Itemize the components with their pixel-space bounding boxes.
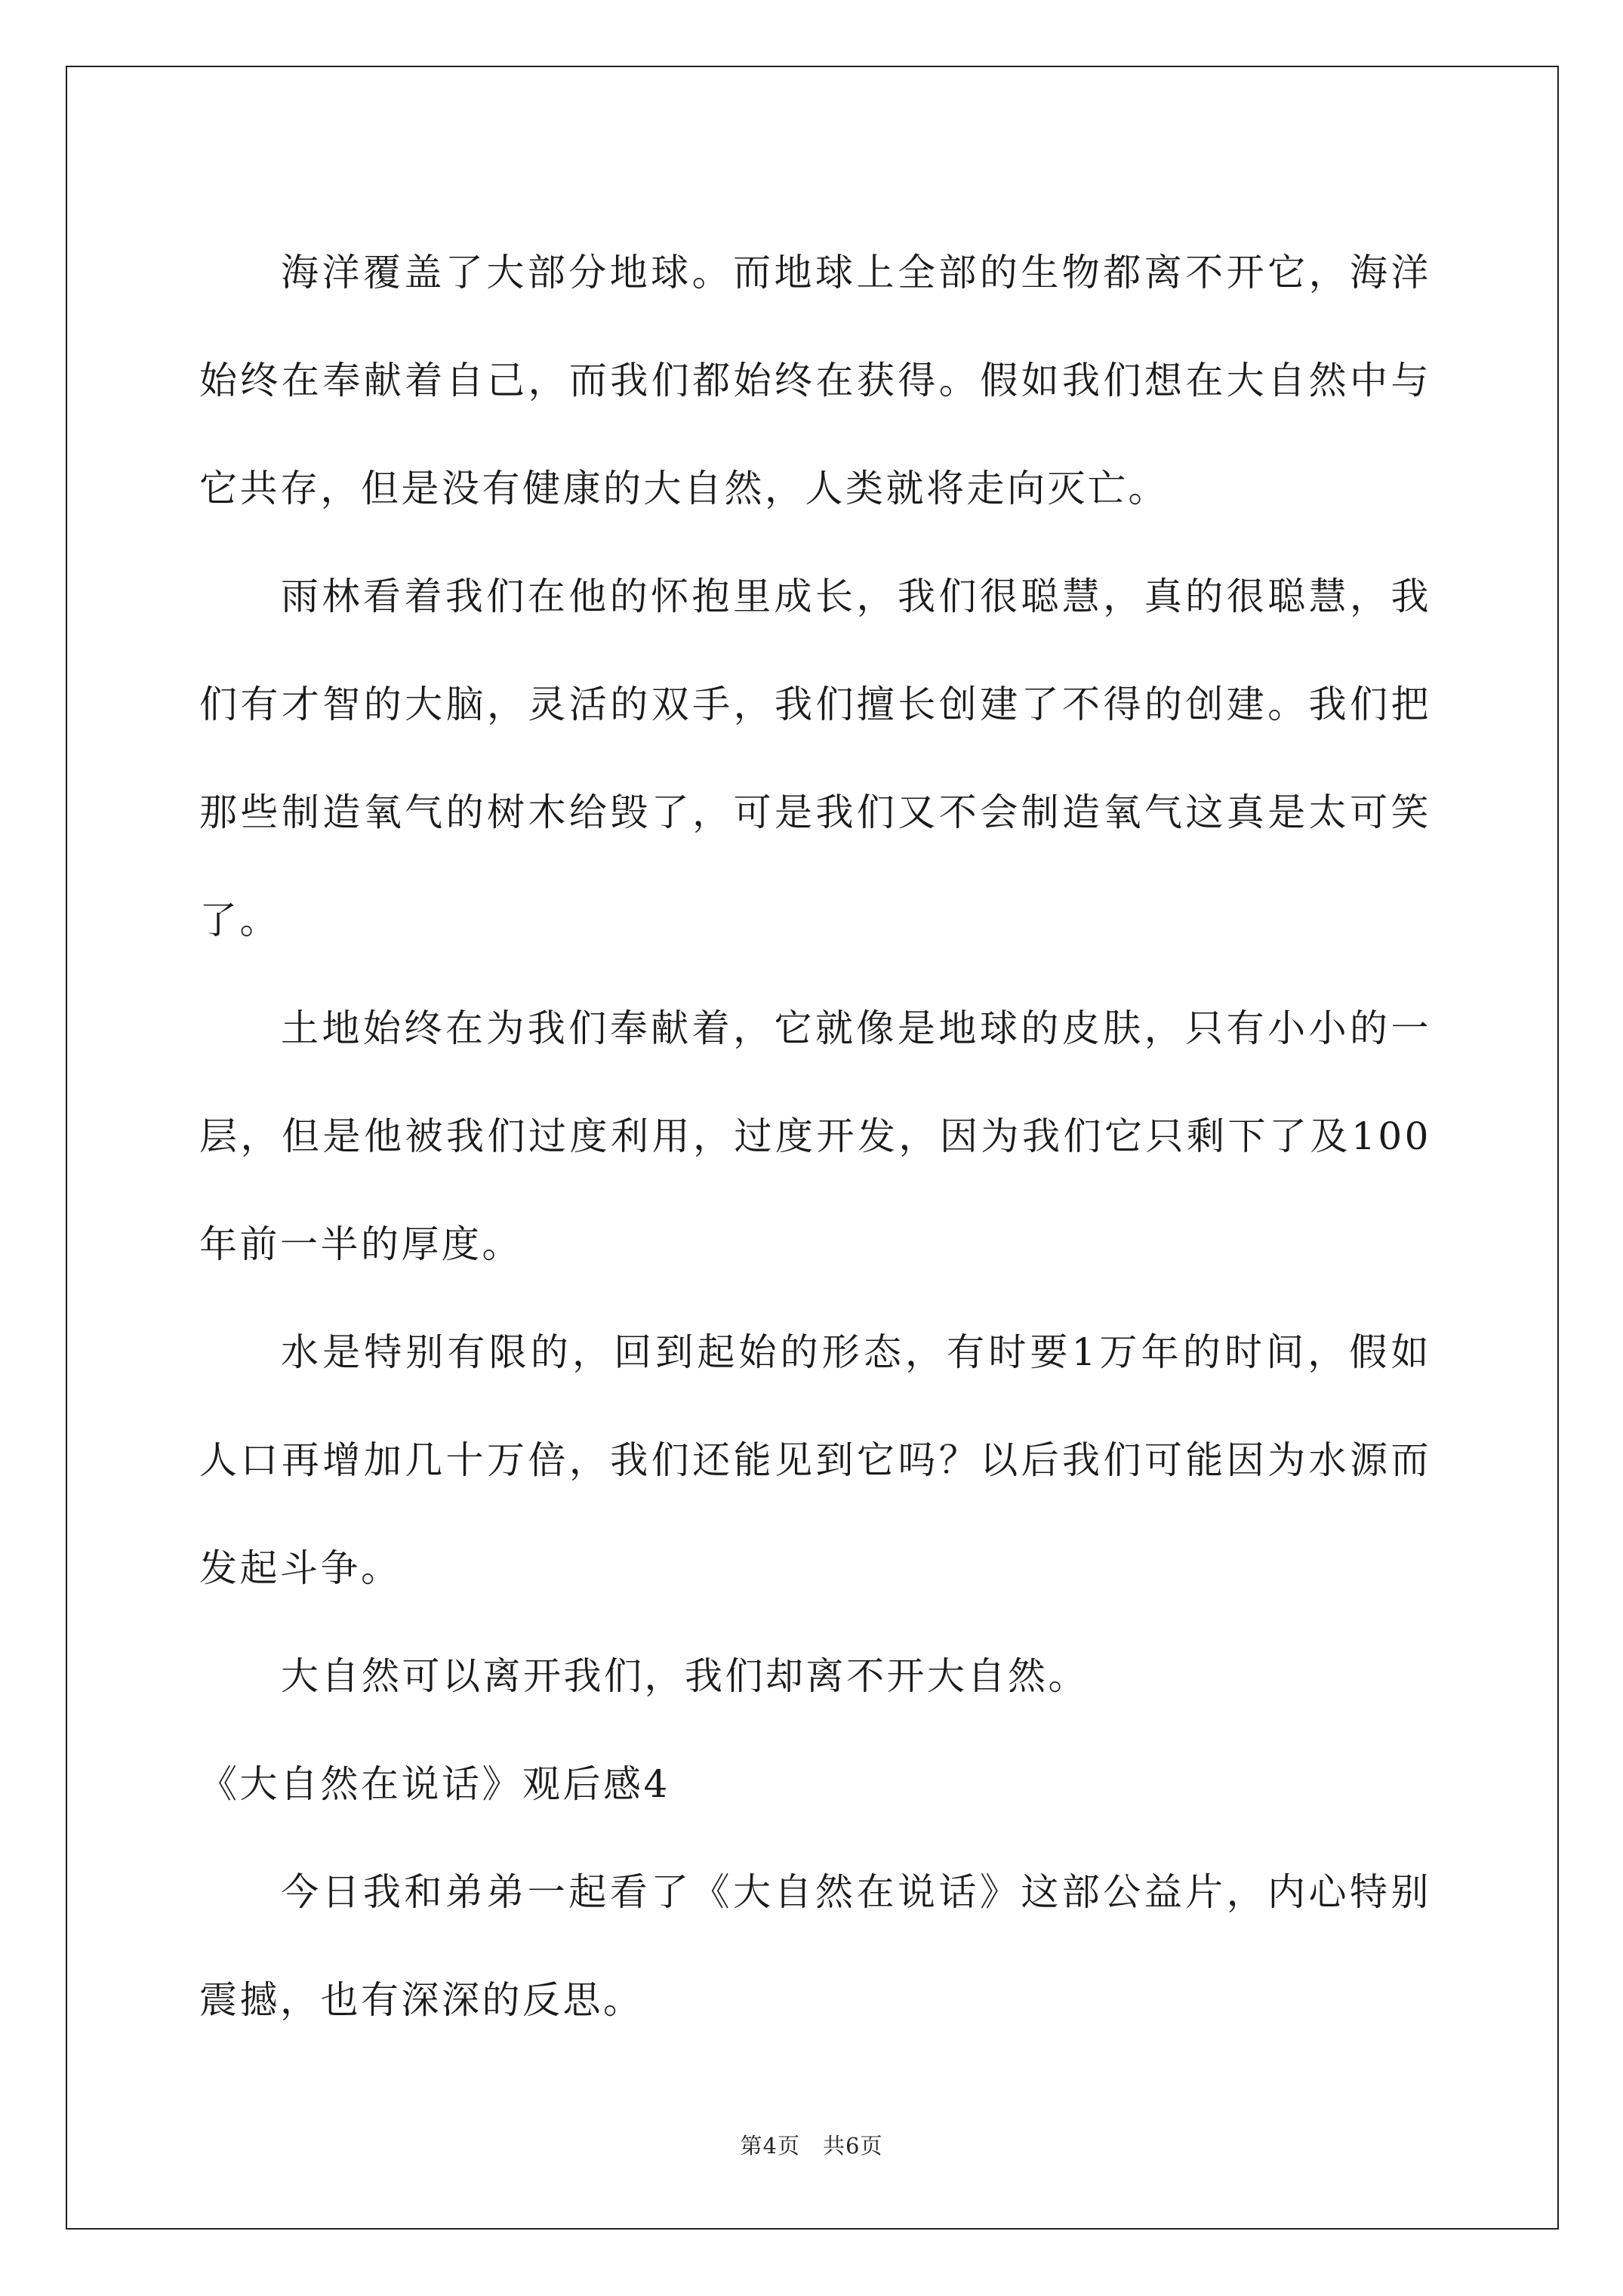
document-body [199, 219, 1431, 2054]
paragraph-ocean: 海洋覆盖了大部分地球。而地球上全部的生物都离不开它，海洋始终在奉献着自己，而我们都始终在获得。假如我们想在大自然中与它共存，但是没有健康的大自然，人类就将走向灭亡。 [199, 251, 1431, 510]
page-number: 第4页 共6页 [740, 2133, 883, 2159]
paragraph-nature: 大自然可以离开我们，我们却离不开大自然。 [281, 1654, 1089, 1698]
paragraph-rainforest: 雨林看着我们在他的怀抱里成长，我们很聪慧，真的很聪慧，我们有才智的大脑，灵活的双手，我们擅长创建了不得的创建。我们把那些制造氧气的树木给毁了，可是我们又不会制造氧气这真是太可笑了。 [199, 575, 1431, 942]
paragraph-land: 土地始终在为我们奉献着，它就像是地球的皮肤，只有小小的一层，但是他被我们过度利用，过度开发，因为我们它只剩下了及100年前一半的厚度。 [199, 1006, 1431, 1266]
section-heading: 《大自然在说话》观后感4 [199, 1762, 670, 1806]
paragraph-water: 水是特别有限的，回到起始的形态，有时要1万年的时间，假如人口再增加几十万倍，我们还能见到它吗？以后我们可能因为水源而发起斗争。 [199, 1330, 1431, 1590]
paragraph-intro: 今日我和弟弟一起看了《大自然在说话》这部公益片，内心特别震撼，也有深深的反思。 [199, 1870, 1431, 2022]
